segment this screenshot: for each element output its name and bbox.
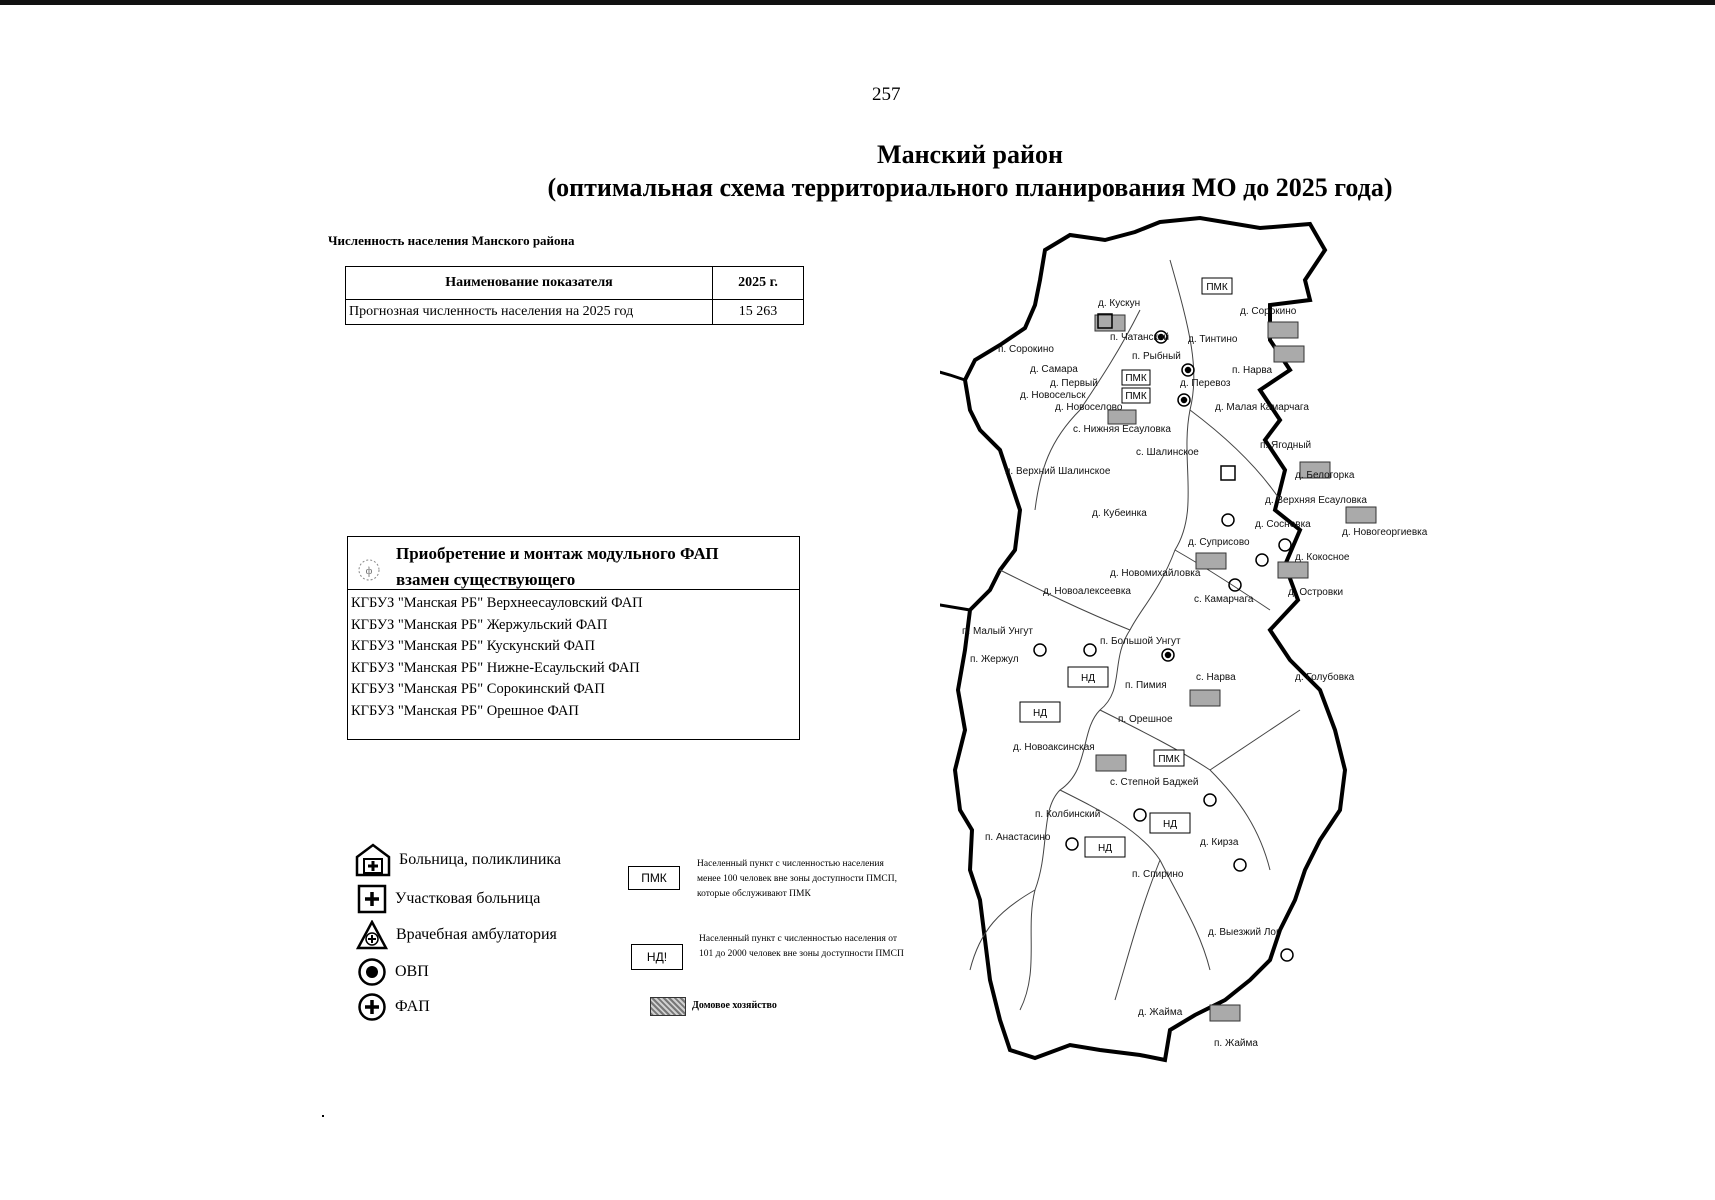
- svg-text:п. Пимия: п. Пимия: [1125, 680, 1167, 691]
- svg-text:д. Голубовка: д. Голубовка: [1295, 672, 1355, 683]
- legend-label: ФАП: [395, 998, 430, 1015]
- svg-text:НД: НД: [1163, 819, 1177, 830]
- table-row: [346, 300, 804, 325]
- svg-text:ПМК: ПМК: [1158, 754, 1180, 765]
- svg-text:д. Кокосное: д. Кокосное: [1295, 552, 1350, 563]
- svg-text:п. Рыбный: п. Рыбный: [1132, 351, 1181, 362]
- pmk-legend-text: Населенный пункт с численностью населения менее 100 человек вне зоны доступности ПМСП, которые обслуживают ПМК: [697, 859, 897, 899]
- fap-icon: [357, 992, 387, 1022]
- svg-text:ф: ф: [365, 566, 373, 577]
- svg-text:ПМК: ПМК: [1125, 391, 1147, 402]
- pmk-marker: [1202, 278, 1232, 294]
- svg-text:д. Малая Камарчага: д. Малая Камарчага: [1215, 402, 1309, 413]
- svg-text:п. Орешное: п. Орешное: [1118, 714, 1173, 725]
- fap-marker: [1066, 838, 1078, 850]
- modular-fap-title-line-2: взамен существующего: [396, 570, 576, 589]
- nd-marker: [1085, 837, 1125, 857]
- svg-text:д. Кускун: д. Кускун: [1098, 298, 1141, 309]
- svg-text:д. Сорокино: д. Сорокино: [1240, 306, 1297, 317]
- fap-marker: [1229, 579, 1241, 591]
- svg-text:д. Кирза: д. Кирза: [1200, 837, 1239, 848]
- list-item: КГБУЗ "Манская РБ" Жержульский ФАП: [351, 616, 608, 633]
- svg-text:п. Малый Унгут: п. Малый Унгут: [962, 626, 1034, 637]
- svg-text:НД: НД: [1081, 673, 1095, 684]
- pmk-legend-box: ПМК: [628, 866, 680, 890]
- fap-marker: [1256, 554, 1268, 566]
- svg-text:ПМК: ПМК: [1206, 282, 1228, 293]
- stray-mark: [322, 1115, 324, 1117]
- list-item: КГБУЗ "Манская РБ" Орешное ФАП: [351, 702, 579, 719]
- legend-fap: [357, 992, 430, 1022]
- modular-fap-list: [348, 590, 799, 722]
- svg-text:п. Нарва: п. Нарва: [1232, 365, 1273, 376]
- fap-marker: [1234, 859, 1246, 871]
- fap-marker: [1204, 794, 1216, 806]
- list-item: КГБУЗ "Манская РБ" Кускунский ФАП: [351, 638, 595, 654]
- svg-text:п. Верхний Шалинское: п. Верхний Шалинское: [1005, 466, 1111, 477]
- nd-marker: [1020, 702, 1060, 722]
- population-table: [345, 266, 804, 325]
- dk-hatch-icon: [650, 997, 686, 1016]
- nd-legend-box: НД!: [631, 944, 683, 970]
- svg-text:п. Жержул: п. Жержул: [970, 654, 1019, 665]
- dk-marker: [1190, 690, 1220, 706]
- table-header-row: [346, 267, 804, 300]
- legend-ovp: [357, 957, 429, 987]
- svg-text:НД: НД: [1033, 708, 1047, 719]
- fap-marker: [1084, 644, 1096, 656]
- svg-text:д. Самара: д. Самара: [1030, 364, 1078, 375]
- list-item: КГБУЗ "Манская РБ" Сорокинский ФАП: [351, 681, 605, 697]
- modular-fap-box: [347, 536, 800, 740]
- svg-text:д. Первый: д. Первый: [1050, 378, 1098, 389]
- dk-markers: [1095, 315, 1376, 1021]
- svg-text:с. Камарчага: с. Камарчага: [1194, 594, 1254, 605]
- svg-text:д. Сосновка: д. Сосновка: [1255, 519, 1311, 530]
- district-map: [940, 210, 1440, 1070]
- fap-marker: [1034, 644, 1046, 656]
- column-header-year: 2025 г.: [713, 267, 804, 300]
- western-boundary-fragment: [940, 602, 970, 610]
- legend-ambulatory: [356, 920, 557, 950]
- dk-marker: [1274, 346, 1304, 362]
- pmk-marker: [1122, 388, 1150, 403]
- svg-text:д. Суприсово: д. Суприсово: [1188, 537, 1250, 548]
- legend-district-hospital: [357, 884, 540, 914]
- svg-text:д. Кубеинка: д. Кубеинка: [1092, 508, 1147, 519]
- dk-marker: [1278, 562, 1308, 578]
- legend-label: Больница, поликлиника: [399, 851, 562, 868]
- modular-fap-title: [396, 541, 796, 593]
- svg-text:п. Большой Унгут: п. Большой Унгут: [1100, 636, 1181, 647]
- nd-marker: [1068, 667, 1108, 687]
- legend-label: Участковая больница: [395, 890, 541, 907]
- district-hospital-icon: [357, 884, 387, 914]
- pmk-marker: [1154, 750, 1184, 766]
- nd-legend-text: Населенный пункт с численностью населения от 101 до 2000 человек вне зоны доступности ПМСП: [699, 934, 904, 959]
- dk-marker: [1096, 755, 1126, 771]
- svg-text:п. Жайма: п. Жайма: [1214, 1038, 1258, 1049]
- svg-text:д. Тинтино: д. Тинтино: [1188, 334, 1238, 345]
- dk-marker: [1196, 553, 1226, 569]
- svg-text:с. Нижняя Есауловка: с. Нижняя Есауловка: [1073, 424, 1171, 435]
- svg-text:д. Верхняя Есауловка: д. Верхняя Есауловка: [1265, 495, 1367, 506]
- svg-text:п. Колбинский: п. Колбинский: [1035, 809, 1101, 820]
- legend-hospital: [355, 843, 561, 877]
- dk-legend-text: Домовое хозяйство: [692, 1000, 777, 1011]
- svg-text:п. Чатанский: п. Чатанский: [1110, 332, 1170, 343]
- svg-text:п. Ягодный: п. Ягодный: [1260, 440, 1312, 451]
- legend-label: Врачебная амбулатория: [396, 926, 557, 943]
- ambulatory-icon: [356, 920, 388, 950]
- legend-label: ОВП: [395, 963, 429, 980]
- nd-marker: [1150, 813, 1190, 833]
- svg-text:ПМК: ПМК: [1125, 373, 1147, 384]
- title-line-2: (оптимальная схема территориального планирования МО до 2025 года): [547, 173, 1393, 202]
- western-boundary-fragment: [940, 370, 965, 380]
- hospital-icon: [355, 843, 391, 877]
- pmk-marker: [1122, 370, 1150, 385]
- svg-text:д. Новоселово: д. Новоселово: [1055, 402, 1123, 413]
- district-hospital-marker: [1221, 466, 1235, 480]
- row-label: Прогнозная численность населения на 2025 год: [346, 300, 713, 325]
- fap-marker: [1279, 539, 1291, 551]
- svg-text:с. Степной Баджей: с. Степной Баджей: [1110, 777, 1199, 788]
- svg-text:д. Островки: д. Островки: [1288, 587, 1344, 598]
- list-item: КГБУЗ "Манская РБ" Верхнеесауловский ФАП: [351, 595, 643, 611]
- fap-marker: [1134, 809, 1146, 821]
- list-item: КГБУЗ "Манская РБ" Нижне-Есаульский ФАП: [351, 659, 640, 676]
- svg-text:д. Жайма: д. Жайма: [1138, 1007, 1183, 1018]
- column-header-indicator: Наименование показателя: [346, 267, 713, 300]
- svg-text:п. Анастасино: п. Анастасино: [985, 832, 1051, 843]
- dk-marker: [1346, 507, 1376, 523]
- svg-text:п. Спирино: п. Спирино: [1132, 869, 1184, 880]
- svg-text:НД: НД: [1098, 843, 1112, 854]
- svg-text:д. Белогорка: д. Белогорка: [1295, 470, 1355, 481]
- population-caption: Численность населения Манского района: [328, 233, 575, 248]
- modular-fap-header: [348, 537, 799, 590]
- page-number: 257: [872, 84, 901, 105]
- svg-text:д. Новомихайловка: д. Новомихайловка: [1110, 568, 1201, 579]
- row-value: 15 263: [713, 300, 804, 325]
- svg-text:д. Новоалексеевка: д. Новоалексеевка: [1043, 586, 1131, 597]
- svg-text:д. Выезжий Лог: д. Выезжий Лог: [1208, 927, 1280, 938]
- modular-fap-icon: [358, 559, 380, 581]
- svg-text:д. Новогеоргиевка: д. Новогеоргиевка: [1342, 527, 1428, 538]
- svg-text:д. Новоаксинская: д. Новоаксинская: [1013, 742, 1095, 753]
- fap-marker: [1222, 514, 1234, 526]
- svg-text:с. Шалинское: с. Шалинское: [1136, 447, 1199, 458]
- ovp-icon: [357, 957, 387, 987]
- svg-text:д. Новосельск: д. Новосельск: [1020, 390, 1086, 401]
- page-title: [500, 138, 1440, 204]
- dk-marker: [1210, 1005, 1240, 1021]
- svg-text:д. Перевоз: д. Перевоз: [1180, 378, 1231, 389]
- top-border: [0, 0, 1715, 5]
- settlement-labels: [962, 298, 1428, 1049]
- fap-marker: [1281, 949, 1293, 961]
- svg-text:с. Нарва: с. Нарва: [1196, 672, 1236, 683]
- svg-text:п. Сорокино: п. Сорокино: [998, 344, 1054, 355]
- modular-fap-title-line-1: Приобретение и монтаж модульного ФАП: [396, 544, 719, 563]
- dk-marker: [1268, 322, 1298, 338]
- title-line-1: Манский район: [877, 140, 1063, 169]
